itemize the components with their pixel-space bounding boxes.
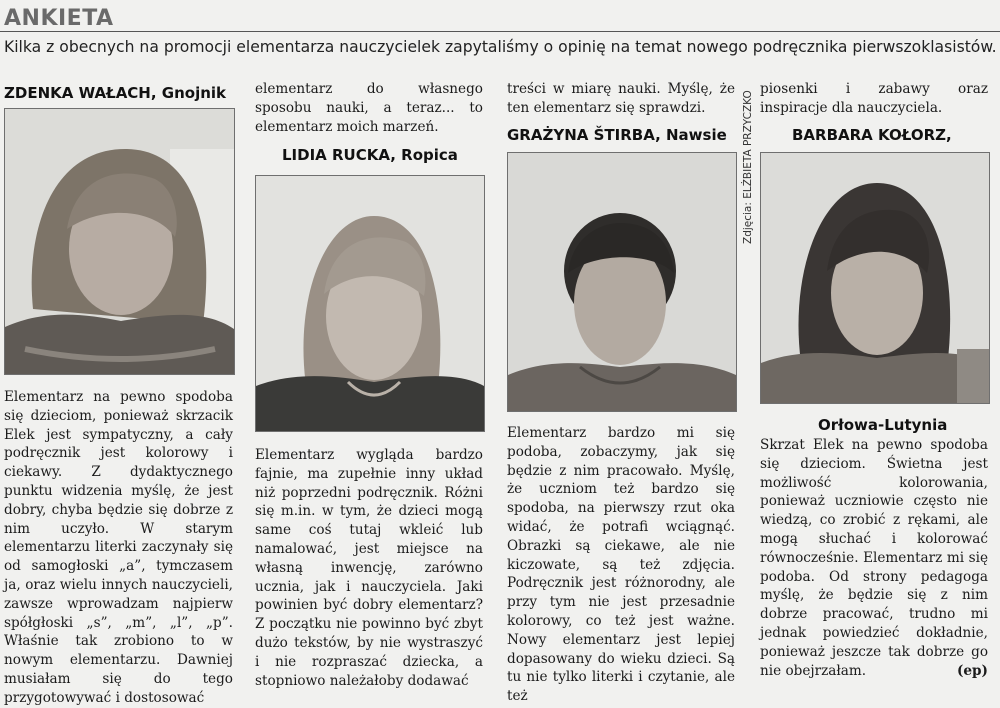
portrait-photo-1 — [4, 108, 235, 375]
respondent-statement-1: Elementarz na pewno spodoba się dzieciom, ponieważ skrzacik Elek jest sympatyczny, a cały podręcznik jest kolorowy i ciekawy. Z dydaktycznego punktu widzenia myślę, że jest dobry, chyba będzie się dobrze z nim uczyło. W starym elementarzu literki zaczynały się od samogłoski „a”, tymczasem ja, oraz wielu innych nauczycieli, zawsze wprowadzam najpierw spółgłoski „s”, „m”, „l”, „p”. Właśnie tak zrobiono to w nowym elementarzu. Dawniej musiałam się do tego przygotowywać i dostosować — [4, 389, 233, 706]
respondent-statement-3-continued: piosenki i zabawy oraz inspiracje dla nauczyciela. — [760, 81, 988, 116]
portrait-photo-4 — [760, 152, 990, 404]
lead-paragraph: Kilka z obecnych na promocji elementarza nauczycielek zapytaliśmy o opinię na temat nowego podręcznika pierwszoklasistów. — [4, 38, 997, 56]
respondent-statement-4 — [760, 436, 988, 680]
respondent-statement-4-text: Skrzat Elek na pewno spodoba się dzieciom. Świetna jest możliwość kolorowania, ponieważ uczniowie często nie wiedzą, co zrobić z rękami, ale mogą słuchać i kolorować równocześnie. Elementarz mi się podoba. Od strony pedagoga myślę, że będzie się z nim dobrze pracować, trudno mi jednak powiedzieć dokładnie, ponieważ jeszcze tak dobrze go nie obejrzałam. — [760, 437, 988, 679]
portrait-photo-3 — [507, 152, 737, 412]
respondent-statement-3: Elementarz bardzo mi się podoba, zobaczymy, jak się będzie z nim pracowało. Myślę, że uczniom też bardzo się spodoba, na pierwszy rzut oka widać, że potrafi wciągnąć. Obrazki są ciekawe, ale nie kiczowate, są też zdjęcia. Podręcznik jest różnorodny, ale przy tym nie jest przesadnie kolorowy, co też jest ważne. Nowy elementarz jest lepiej dopasowany do wieku dzieci. Są tu nie tylko literki i czytanie, ale też — [507, 425, 735, 705]
respondent-statement-1-continued: elementarz do własnego sposobu nauki, a teraz... to elementarz moich marzeń. — [255, 81, 483, 135]
section-title: ANKIETA — [4, 6, 114, 31]
respondent-name-3: GRAŻYNA ŠTIRBA, Nawsie — [507, 126, 727, 144]
header-divider — [0, 31, 1000, 32]
respondent-name-1: ZDENKA WAŁACH, Gnojnik — [4, 84, 227, 102]
respondent-statement-2: Elementarz wygląda bardzo fajnie, ma zupełnie inny układ niż poprzedni podręcznik. Różni się m.in. w tym, że dzieci mogą same coś tutaj wkleić lub namalować, jest miejsce na własną inwencję, zarówno ucznia, jak i nauczyciela. Jaki powinien być dobry elementarz? Z początku nie powinno być zbyt dużo tekstów, by nie wystraszyć i nie rozpraszać dziecka, a stopniowo należałoby dodawać — [255, 447, 483, 689]
respondent-name-4-line2: Orłowa-Lutynia — [818, 416, 948, 434]
photo-credit: Zdjęcia: ELŻBIETA PRZYCZKO — [742, 90, 754, 244]
author-signature: (ep) — [956, 662, 988, 679]
respondent-statement-2-continued: treści w miarę nauki. Myślę, że ten elementarz się sprawdzi. — [507, 81, 735, 116]
portrait-photo-2 — [255, 175, 485, 432]
respondent-name-4: BARBARA KOŁORZ, — [792, 126, 952, 144]
respondent-name-2: LIDIA RUCKA, Ropica — [282, 146, 458, 164]
